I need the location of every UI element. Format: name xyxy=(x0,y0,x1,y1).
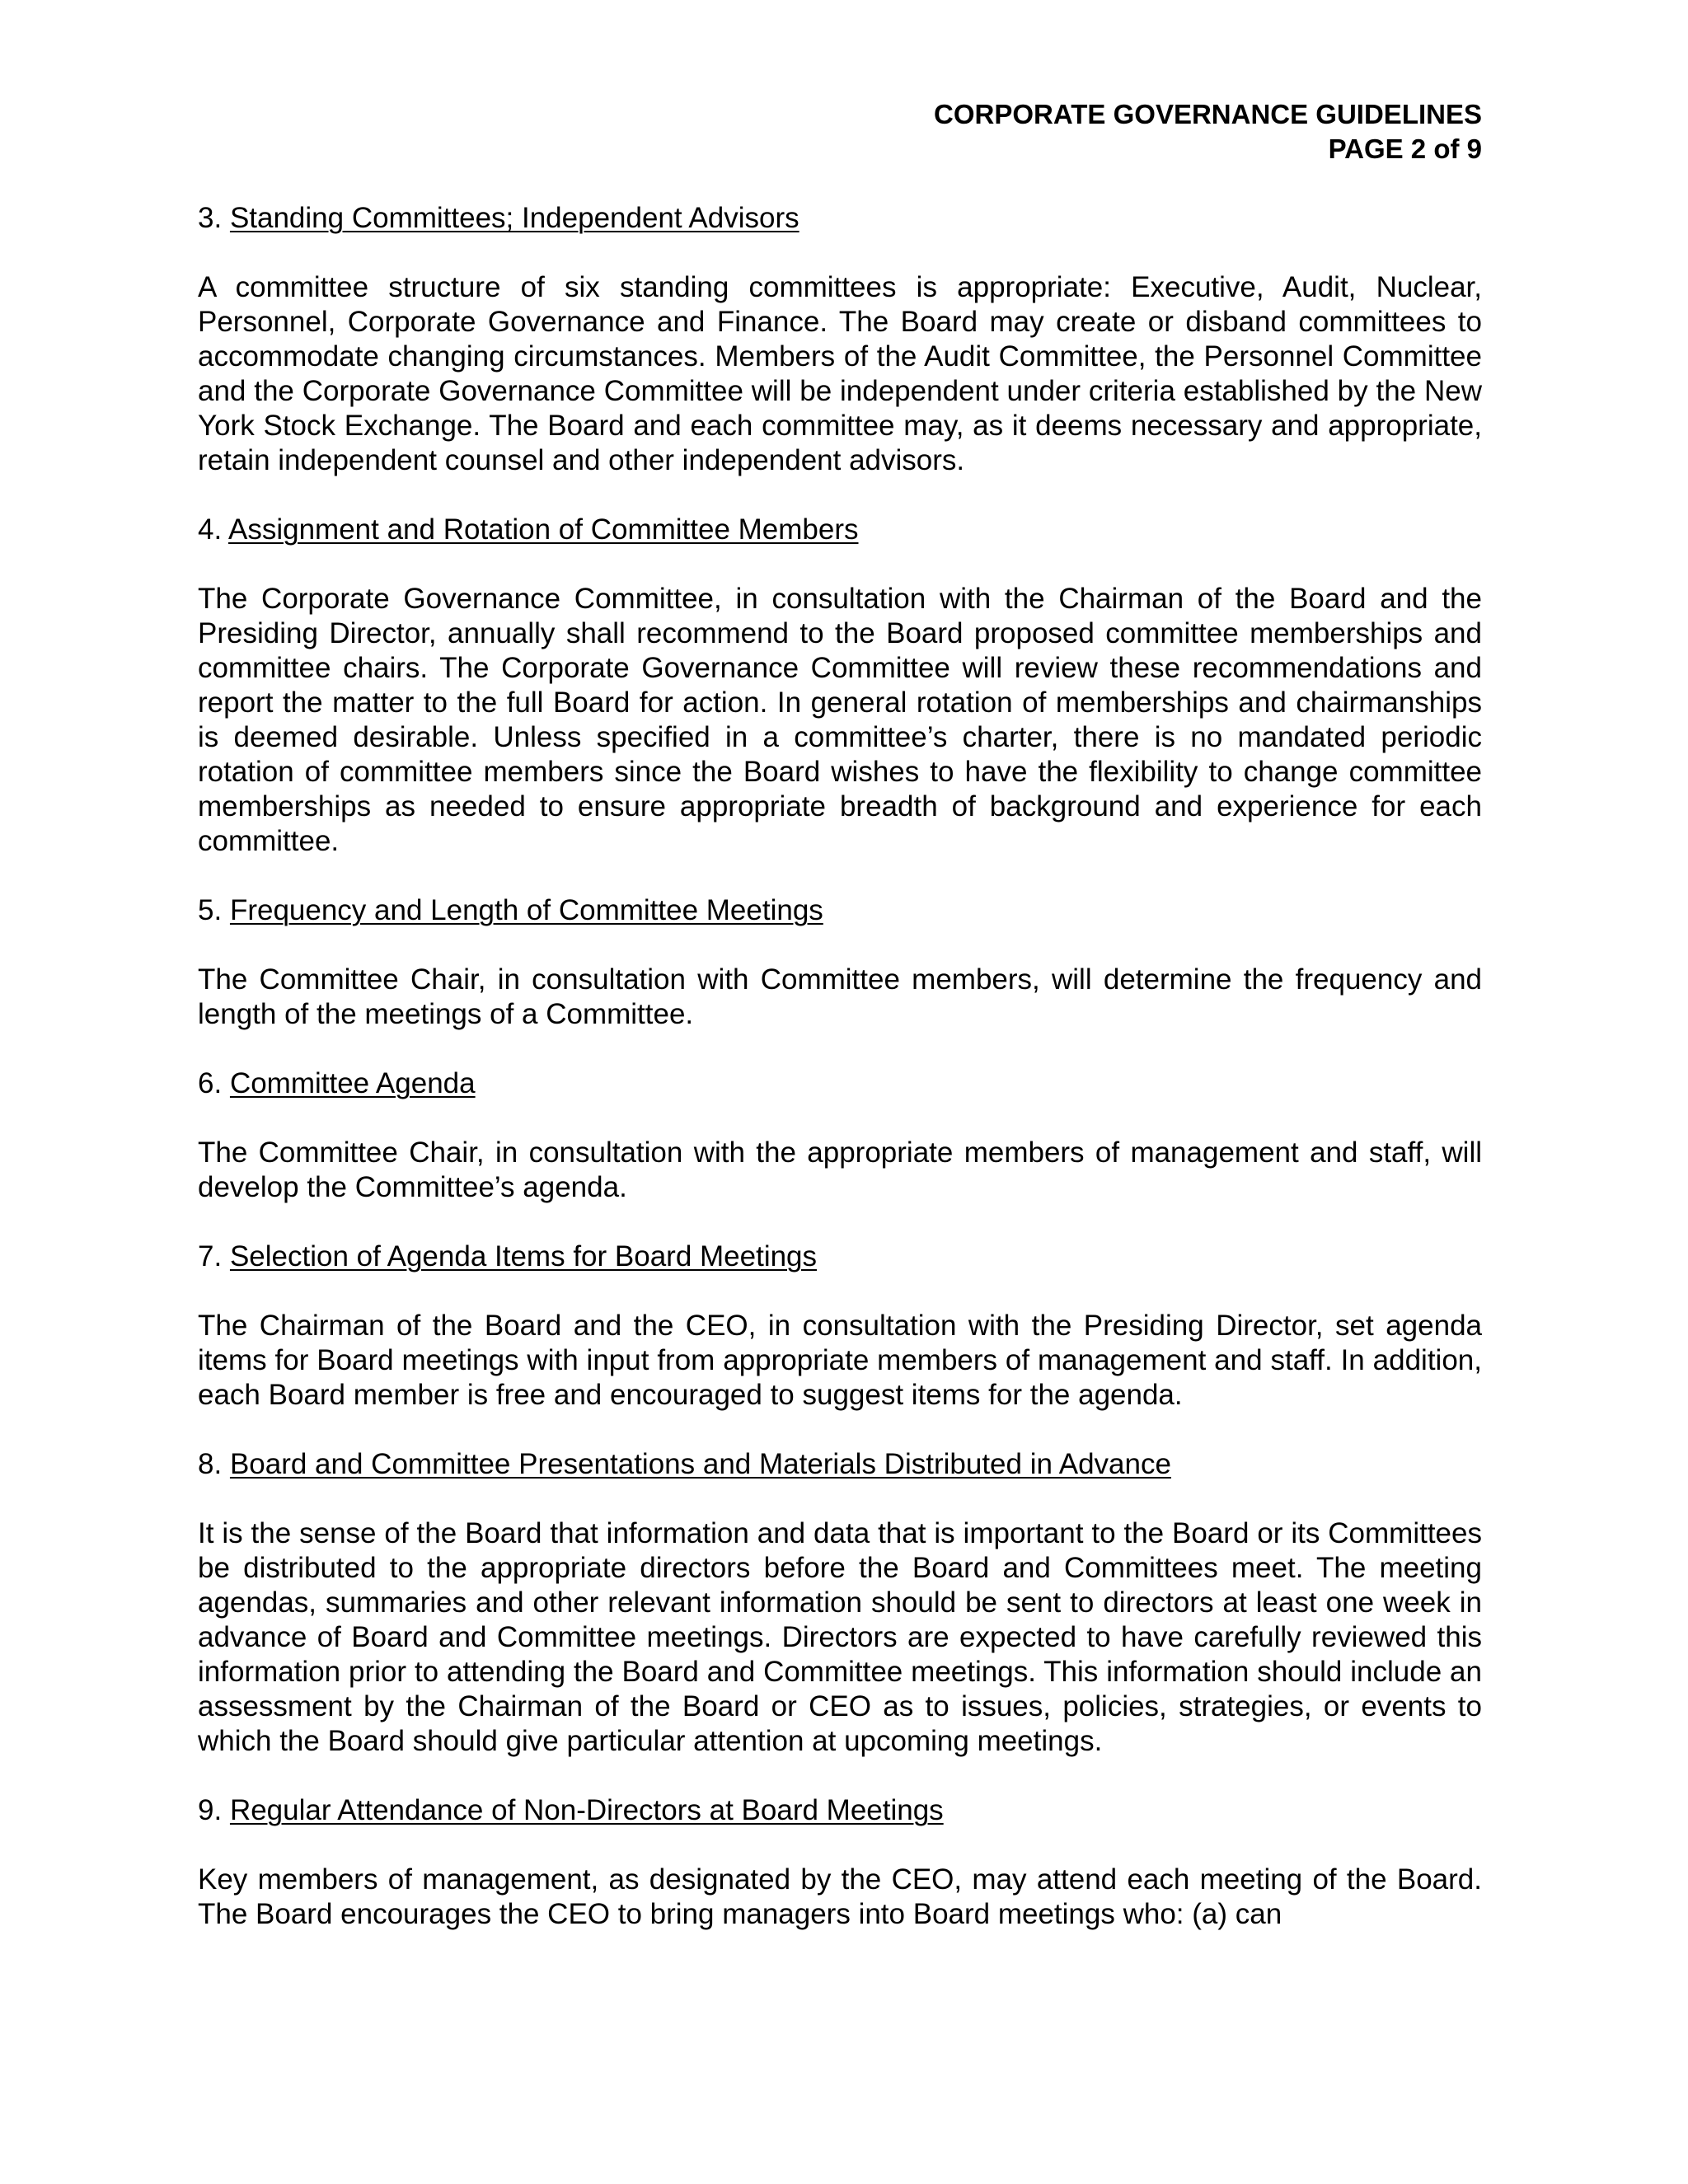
section-heading xyxy=(198,1066,1482,1101)
section-body: The Chairman of the Board and the CEO, in consultation with the Presiding Director, set agenda items for Board meetings with input from appropriate members of management and staff. In addition, each Board member is free and encouraged to suggest items for the agenda. xyxy=(198,1310,1482,1411)
section-body: The Corporate Governance Committee, in consultation with the Chairman of the Board and the Presiding Director, annually shall recommend to the Board proposed committee memberships and committee chairs. The Corporate Governance Committee will review these recommendations and report the matter to the full Board for action. In general rotation of memberships and chairmanships is deemed desirable. Unless specified in a committee’s charter, there is no mandated periodic rotation of committee members since the Board wishes to have the flexibility to change committee memberships as needed to ensure appropriate breadth of background and experience for each committee. xyxy=(198,583,1482,857)
section-number: 7. xyxy=(198,1240,223,1272)
section-heading xyxy=(198,893,1482,928)
section-body: A committee structure of six standing committees is appropriate: Executive, Audit, Nuclear, Personnel, Corporate Governance and Finance. The Board may create or disband committees to accommodate changing circumstances. Members of the Audit Committee, the Personnel Committee and the Corporate Governance Committee will be independent under criteria established by the New York Stock Exchange. The Board and each committee may, as it deems necessary and appropriate, retain independent counsel and other independent advisors. xyxy=(198,271,1482,476)
section-body: It is the sense of the Board that information and data that is important to the Board or its Committees be distributed to the appropriate directors before the Board and Committees meet. The meeting agendas, summaries and other relevant information should be sent to directors at least one week in advance of Board and Committee meetings. Directors are expected to have carefully reviewed this information prior to attending the Board and Committee meetings. This information should include an assessment by the Chairman of the Board or CEO as to issues, policies, strategies, or events to which the Board should give particular attention at upcoming meetings. xyxy=(198,1517,1482,1757)
section-number: 8. xyxy=(198,1448,223,1480)
section-3 xyxy=(198,201,1482,478)
section-body: The Committee Chair, in consultation with Committee members, will determine the frequency and length of the meetings of a Committee. xyxy=(198,963,1482,1030)
section-6 xyxy=(198,1066,1482,1205)
section-number: 3. xyxy=(198,202,223,234)
section-7 xyxy=(198,1240,1482,1413)
document-title: CORPORATE GOVERNANCE GUIDELINES xyxy=(934,99,1482,129)
section-title: Board and Committee Presentations and Materials Distributed in Advance xyxy=(229,1448,1171,1480)
section-heading xyxy=(198,1793,1482,1828)
section-title: Committee Agenda xyxy=(229,1067,476,1099)
section-body: Key members of management, as designated by the CEO, may attend each meeting of the Board. The Board encourages the CEO to bring managers into Board meetings who: (a) can xyxy=(198,1863,1482,1930)
section-number: 5. xyxy=(198,894,223,926)
section-number: 4. xyxy=(198,513,223,546)
section-title: Frequency and Length of Committee Meetings xyxy=(229,894,823,926)
section-title: Assignment and Rotation of Committee Members xyxy=(228,513,859,546)
section-5 xyxy=(198,893,1482,1032)
document-page xyxy=(198,97,1482,1932)
section-heading xyxy=(198,1447,1482,1482)
section-number: 9. xyxy=(198,1794,223,1826)
section-heading xyxy=(198,1240,1482,1274)
page-number: PAGE 2 of 9 xyxy=(1328,134,1482,164)
section-title: Regular Attendance of Non-Directors at Board Meetings xyxy=(229,1794,944,1826)
section-9 xyxy=(198,1793,1482,1932)
section-heading xyxy=(198,513,1482,547)
section-body: The Committee Chair, in consultation with the appropriate members of management and staff, will develop the Committee’s agenda. xyxy=(198,1137,1482,1203)
section-title: Standing Committees; Independent Advisors xyxy=(229,202,799,234)
section-number: 6. xyxy=(198,1067,223,1099)
section-title: Selection of Agenda Items for Board Meetings xyxy=(229,1240,818,1272)
page-header xyxy=(198,97,1482,166)
section-8 xyxy=(198,1447,1482,1759)
section-4 xyxy=(198,513,1482,859)
section-heading xyxy=(198,201,1482,236)
